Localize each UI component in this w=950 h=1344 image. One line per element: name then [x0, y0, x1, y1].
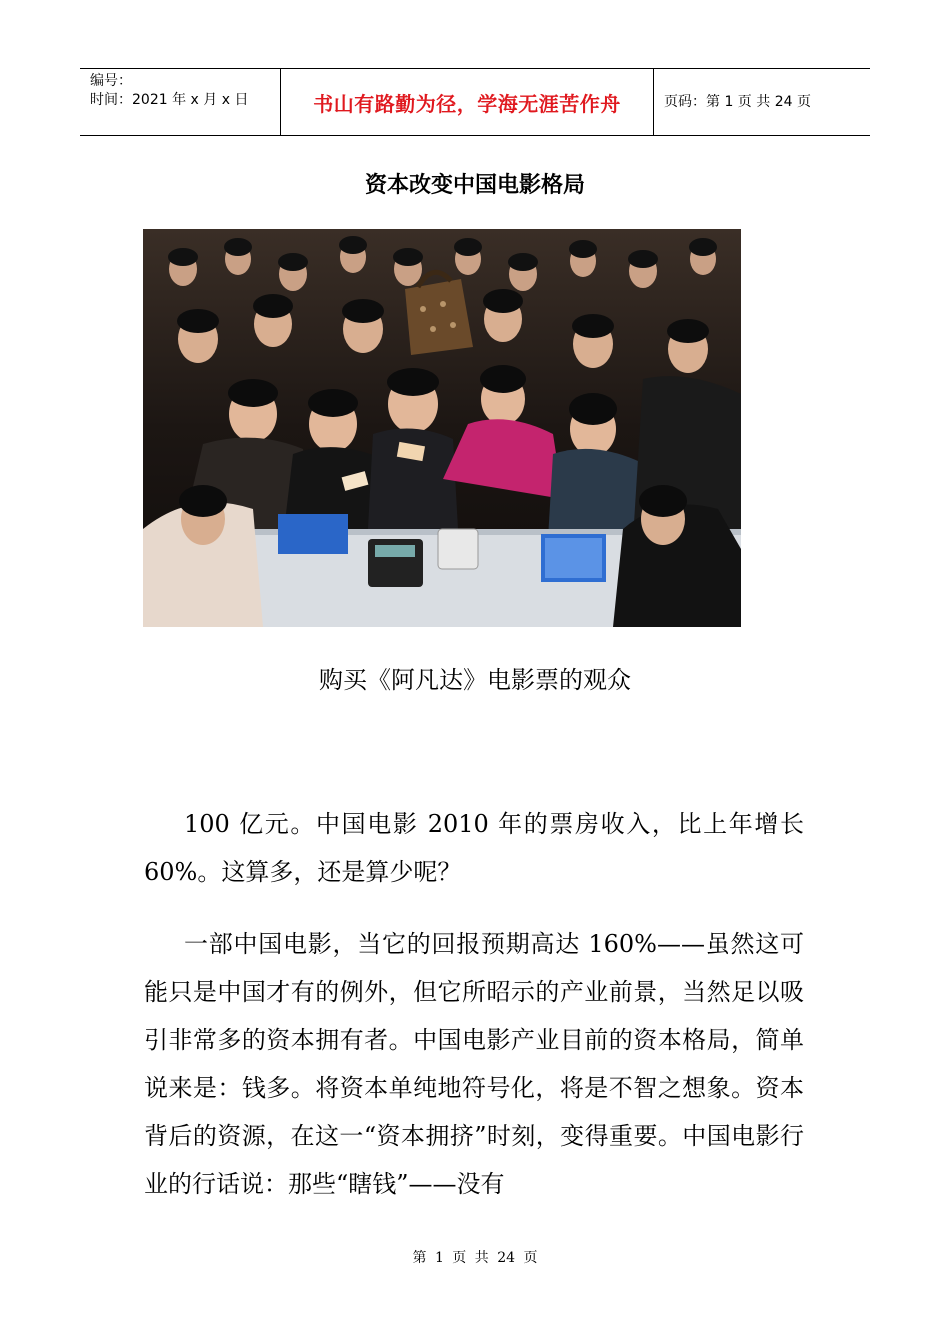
paragraph-1: 100 亿元。中国电影 2010 年的票房收入，比上年增长 60%。这算多，还是算少呢？: [144, 810, 804, 886]
header-page-info: 页码：第 1 页 共 24 页: [664, 94, 811, 110]
page-footer: 第 1 页 共 24 页: [412, 1250, 538, 1266]
crowd-photo: [143, 229, 741, 627]
crowd-photo-illustration: [143, 229, 741, 627]
paragraph-2: 一部中国电影，当它的回报预期高达 160%——虽然这可能只是中国才有的例外，但它所昭示的产业前景，当然足以吸引非常多的资本拥有者。中国电影产业目前的资本格局，简单说来是：钱多。将资本单纯地符号化，将是不智之想象。资本背后的资源，在这一“资本拥挤”时刻，变得重要。中国电影行业的行话说：那些“瞎钱”——没有: [144, 930, 804, 1198]
photo-caption: 购买《阿凡达》电影票的观众: [319, 666, 631, 694]
article-title: 资本改变中国电影格局: [364, 173, 585, 198]
header-motto-cell: [280, 69, 654, 135]
document-number: 编号：: [90, 73, 132, 89]
header-left-cell: [80, 69, 280, 135]
header-right-cell: [654, 69, 870, 135]
header-motto: 书山有路勤为径，学海无涯苦作舟: [313, 91, 621, 116]
document-date: 时间：2021 年 x 月 x 日: [90, 92, 249, 108]
page-header: [80, 68, 870, 136]
